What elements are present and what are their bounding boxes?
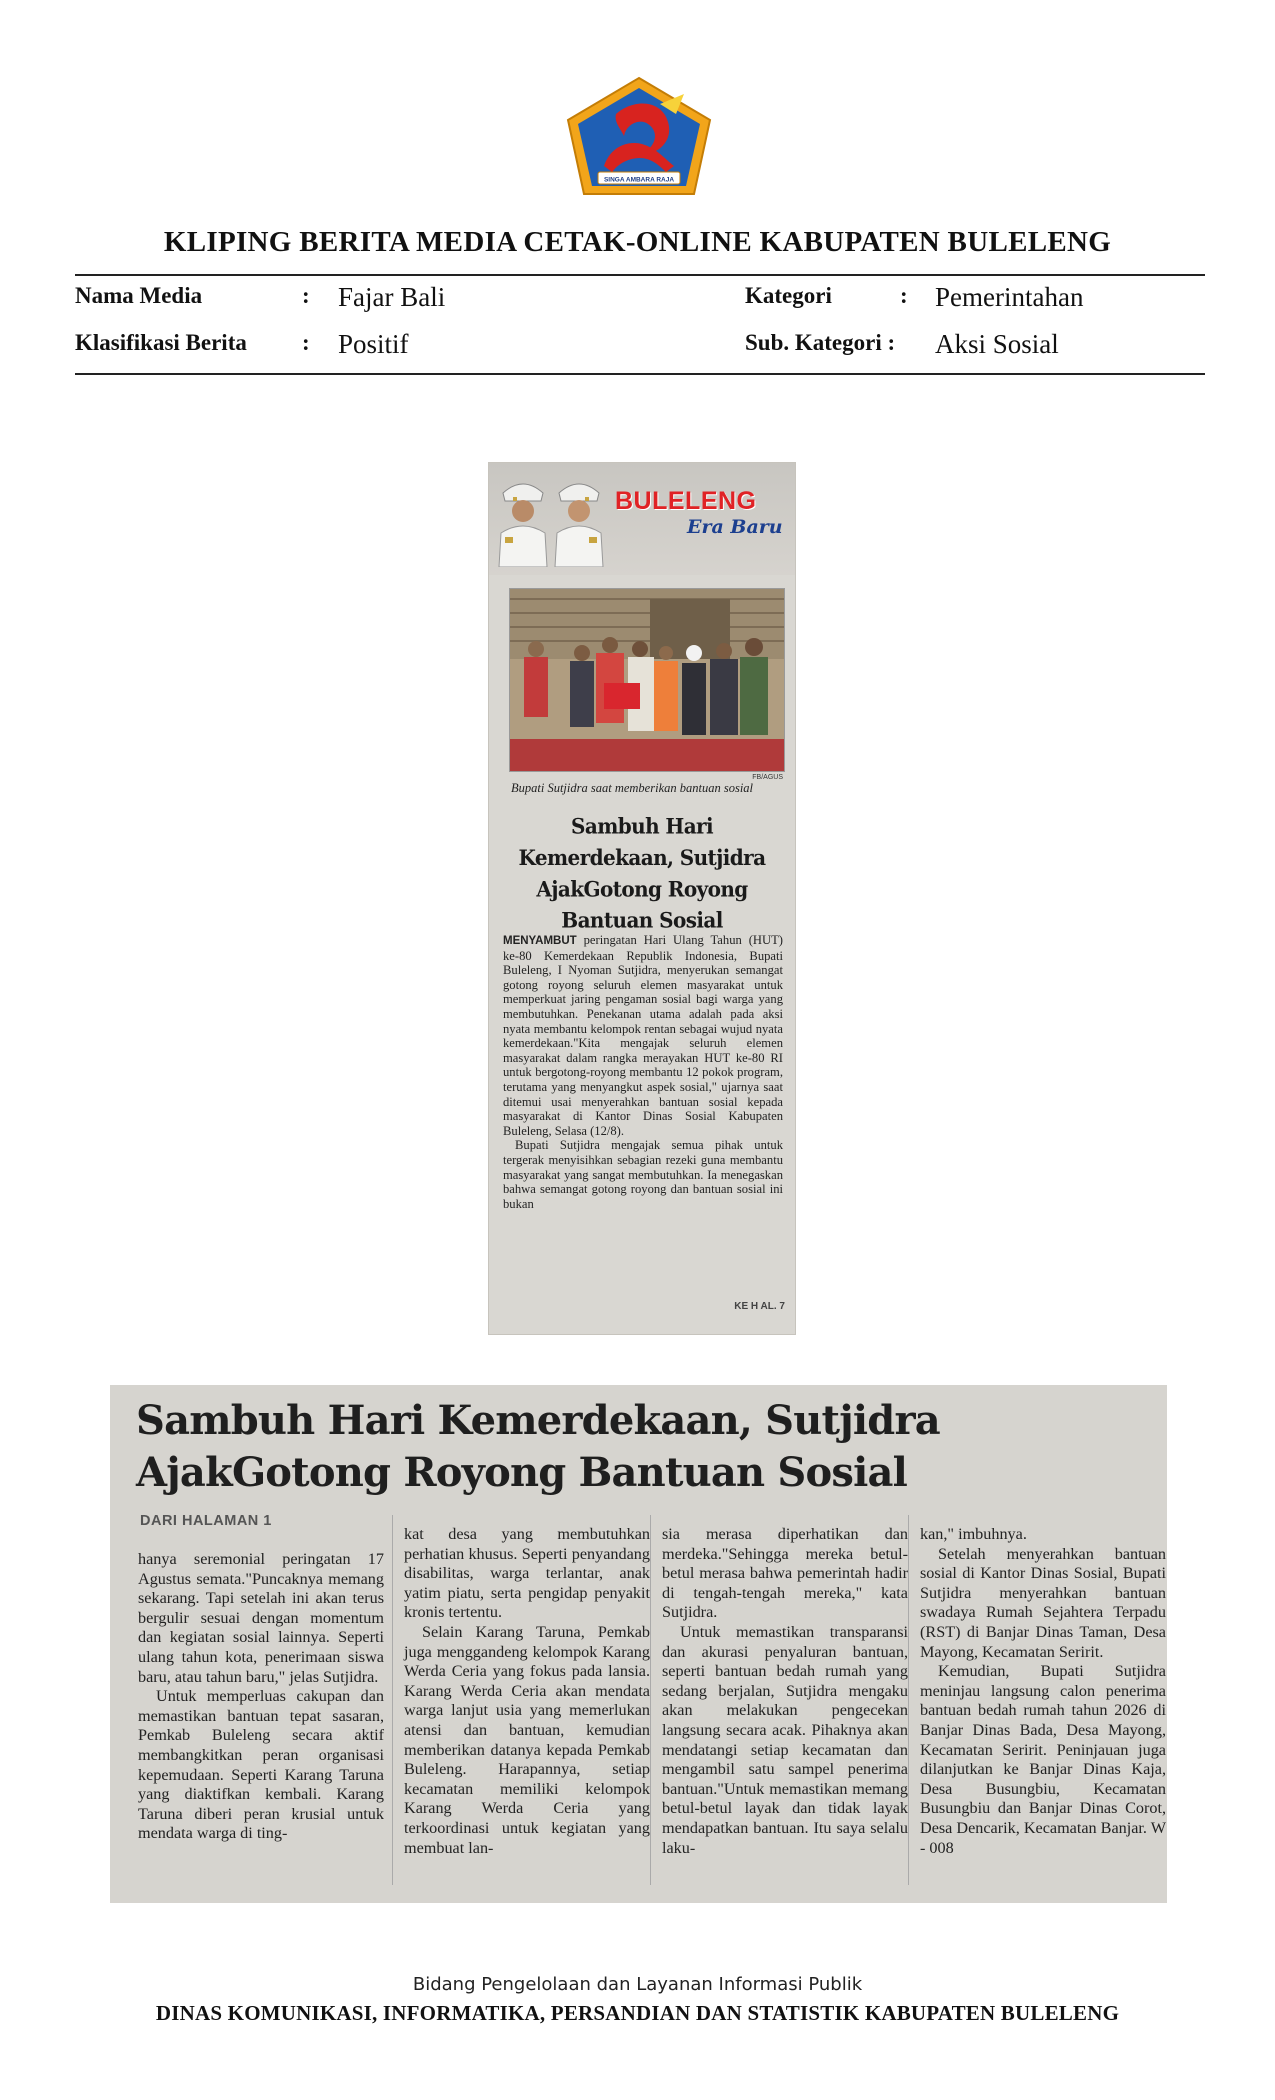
newspaper-clipping-continuation <box>110 1385 1167 1903</box>
article-column-1 <box>138 1550 384 1844</box>
section-title: BULELENG <box>615 487 757 515</box>
article-paragraph: Selain Karang Taruna, Pemkab juga menggandeng kelompok Karang Werda Ceria yang fokus pada lansia. Karang Werda Ceria akan mendata warga lanjut usia yang memerlukan atensi dan bantuan, kemudian memberikan datanya kepada Pemkab Buleleng. Harapannya, setiap kecamatan memiliki kelompok Karang Werda Ceria yang terkoordinasi untuk kegiatan yang membuat lan- <box>404 1622 650 1857</box>
article-lead-word: MENYAMBUT <box>503 935 577 947</box>
article-paragraph: Kemudian, Bupati Sutjidra meninjau langsung calon penerima bantuan bedah rumah tahun 2026 di Banjar Dinas Bada, Desa Mayong, Kecamatan Seririt. Peninjauan juga dilanjutkan ke Banjar Dinas Kaja, Desa Busungbiu, Kecamatan Busungbiu dan Banjar Dinas Corot, Desa Dencarik, Kecamatan Banjar. W - 008 <box>920 1662 1166 1857</box>
sub-category-label: Sub. Kategori : <box>745 330 896 355</box>
classification-label: Klasifikasi Berita <box>75 330 247 355</box>
article-headline: Sambuh Hari Kemerdekaan, Sutjidra AjakGotong Royong Bantuan Sosial <box>518 813 766 934</box>
from-page-marker: DARI HALAMAN 1 <box>140 1513 272 1529</box>
article-body <box>503 933 783 1211</box>
article-paragraph: kan," imbuhnya. <box>920 1525 1027 1543</box>
photo-credit: FB/AGUS <box>752 774 783 781</box>
continuation-headline-line-1: Sambuh Hari Kemerdekaan, Sutjidra <box>136 1397 940 1444</box>
continued-page-marker: KE H AL. 7 <box>734 1301 785 1312</box>
footer-division: Bidang Pengelolaan dan Layanan Informasi Publik <box>412 1974 863 1995</box>
newspaper-clipping-front-page <box>488 462 796 1335</box>
category-label: Kategori <box>745 283 832 308</box>
article-paragraph: sia merasa diperhatikan dan merdeka."Sehingga mereka betul-betul merasa bahwa pemerintah hadir di tengah-tengah mereka," kata Sutjidra. <box>662 1525 908 1622</box>
category-colon: : <box>900 283 908 308</box>
classification-value: Positif <box>338 329 409 359</box>
photo-caption: Bupati Sutjidra saat memberikan bantuan sosial <box>511 781 754 795</box>
article-paragraph: peringatan Hari Ulang Tahun (HUT) ke-80 Kemerdekaan Republik Indonesia, Bupati Buleleng, I Nyoman Sutjidra, menyerukan semangat gotong royong seluruh elemen masyarakat untuk memperkuat jaring pengaman sosial bagi warga yang membutuhkan. Penekanan utama adalah pada aksi nyata membantu kelompok rentan sebagai wujud nyata kemerdekaan."Kita mengajak seluruh elemen masyarakat dalam rangka merayakan HUT ke-80 RI untuk bergotong-royong membantu 12 pokok program, terutama yang menyangkut aspek sosial," ujarnya saat ditemui usai menyerahkan bantuan sosial kepada masyarakat di Kantor Dinas Sosial Kabupaten Buleleng, Selasa (12/8). <box>503 933 783 1138</box>
article-paragraph: kat desa yang membutuhkan perhatian khusus. Seperti penyandang disabilitas, warga terlantar, anak yatim piatu, serta pengidap penyakit kronis tertentu. <box>404 1525 650 1622</box>
buleleng-crest-logo <box>564 74 714 198</box>
header-divider-top <box>75 274 1205 276</box>
page-title: KLIPING BERITA MEDIA CETAK-ONLINE KABUPATEN BULELENG <box>163 226 1112 258</box>
column-divider <box>908 1515 909 1885</box>
article-column-4 <box>920 1525 1166 1858</box>
footer-agency: DINAS KOMUNIKASI, INFORMATIKA, PERSANDIAN DAN STATISTIK KABUPATEN BULELENG <box>155 2001 1120 2025</box>
official-portrait-right <box>551 471 607 567</box>
article-column-2 <box>404 1525 650 1858</box>
article-paragraph: hanya seremonial peringatan 17 Agustus semata."Puncaknya memang sekarang. Tapi setelah ini akan terus bergulir sesuai dengan momentum dan kegiatan sosial lainnya. Seperti ulang tahun kota, penerimaan siswa baru, atau tahun baru," jelas Sutjidra. <box>138 1550 384 1686</box>
article-paragraph: Bupati Sutjidra mengajak semua pihak untuk tergerak menyisihkan sebagian rezeki guna membantu masyarakat yang sangat membutuhkan. Ia menegaskan bahwa semangat gotong royong dan bantuan sosial ini bukan <box>503 1138 783 1211</box>
official-portrait-left <box>495 471 551 567</box>
article-paragraph: Setelah menyerahkan bantuan sosial di Kantor Dinas Sosial, Bupati Sutjidra menyerahkan bantuan swadaya Rumah Sejahtera Terpadu (RST) di Banjar Dinas Taman, Desa Mayong, Kecamatan Seririt. <box>920 1544 1166 1661</box>
classification-colon: : <box>302 330 310 355</box>
column-divider <box>392 1515 393 1885</box>
media-name-label: Nama Media <box>75 283 203 308</box>
sub-category-value: Aksi Sosial <box>935 329 1059 359</box>
article-column-3 <box>662 1525 908 1858</box>
category-value: Pemerintahan <box>935 282 1084 312</box>
news-photo <box>509 588 785 772</box>
article-paragraph: Untuk memperluas cakupan dan memastikan bantuan tepat sasaran, Pemkab Buleleng secara aktif membangkitkan peran organisasi kepemudaan. Seperti Karang Taruna yang diaktifkan kembali. Karang Taruna diberi peran krusial untuk mendata warga di ting- <box>138 1687 384 1843</box>
column-divider <box>650 1515 651 1885</box>
continuation-headline-line-2: AjakGotong Royong Bantuan Sosial <box>136 1449 908 1496</box>
continuation-headline <box>136 1395 1136 1499</box>
media-name-colon: : <box>302 283 310 308</box>
article-paragraph: Untuk memastikan transparansi dan akurasi penyaluran bantuan, seperti bantuan bedah rumah yang sedang berjalan, Sutjidra mengaku akan melakukan pengecekan langsung secara acak. Pihaknya akan mendatangi setiap kecamatan dan mengambil satu sampel penerima bantuan."Untuk memastikan memang betul-betul layak dan tidak layak mendapatkan bantuan. Itu saya selalu laku- <box>662 1622 908 1857</box>
section-banner <box>489 463 795 575</box>
section-subtitle: Era Baru <box>687 516 783 538</box>
media-name-value: Fajar Bali <box>338 282 446 312</box>
logo-motto-text: SINGA AMBARA RAJA <box>603 176 675 184</box>
header-divider-bottom <box>75 373 1205 375</box>
